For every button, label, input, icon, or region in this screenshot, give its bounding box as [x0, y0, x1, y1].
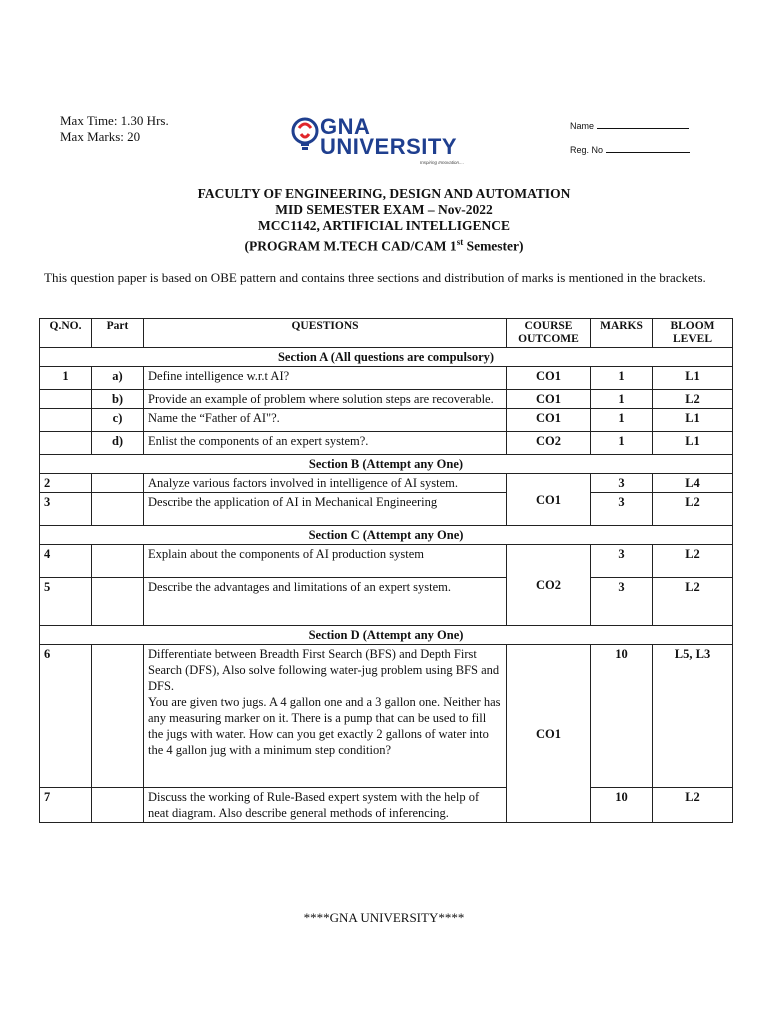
table-header-row [40, 319, 733, 348]
instructions: This question paper is based on OBE pattern and contains three sections and distribution of marks is mentioned in the brackets. [44, 270, 706, 285]
exam-heading [0, 186, 768, 255]
section-d-header: Section D (Attempt any One) [40, 626, 733, 645]
max-marks: Max Marks: 20 [60, 129, 141, 144]
header-course-outcome: COURSE OUTCOME [507, 319, 591, 348]
table-row: 2 Analyze various factors involved in intelligence of AI system. CO1 3 L4 [40, 474, 733, 493]
table-row: b) Provide an example of problem where solution steps are recoverable. CO1 1 L2 [40, 390, 733, 409]
footer: ****GNA UNIVERSITY**** [303, 910, 465, 925]
section-a-header: Section A (All questions are compulsory) [40, 348, 733, 367]
table-row: 6 Differentiate between Breadth First Search (BFS) and Depth First Search (DFS), Also solve following water-jug problem using BFS and DFS. You are given two jugs. A 4 gallon one and a 3 gallon one. Neither has any measuring marker on it. There is a pump that can be used to fill the jugs with water. How can you get exactly 2 gallons of water into the 4 gallon jug with a minimum step condition? CO1 10 L5, L3 [40, 645, 733, 788]
logo-bulb-icon [290, 116, 320, 156]
logo-tagline: Inspiring Innovation.... [420, 160, 465, 165]
section-b-header: Section B (Attempt any One) [40, 455, 733, 474]
header-marks: MARKS [591, 319, 653, 348]
name-line [597, 119, 689, 129]
table-row: 4 Explain about the components of AI production system CO2 3 L2 [40, 545, 733, 578]
question-table [39, 318, 733, 823]
table-row: c) Name the “Father of AI"?. CO1 1 L1 [40, 409, 733, 432]
header-qno: Q.NO. [40, 319, 92, 348]
exam-meta [60, 113, 169, 145]
header-bloom: BLOOM LEVEL [653, 319, 733, 348]
table-row: 1 a) Define intelligence w.r.t AI? CO1 1 L1 [40, 367, 733, 390]
university-logo [290, 112, 490, 172]
faculty-title: FACULTY OF ENGINEERING, DESIGN AND AUTOMATION [197, 186, 571, 201]
program-title: (PROGRAM M.TECH CAD/CAM 1st Semester) [244, 237, 524, 254]
table-row: d) Enlist the components of an expert system?. CO2 1 L1 [40, 432, 733, 455]
reg-field: Reg. No [570, 138, 690, 162]
course-title: MCC1142, ARTIFICIAL INTELLIGENCE [258, 218, 510, 233]
header-part: Part [92, 319, 144, 348]
logo-text-university: UNIVERSITY [320, 134, 458, 159]
table-row: 3 Describe the application of AI in Mechanical Engineering 3 L2 [40, 493, 733, 526]
section-c-header: Section C (Attempt any One) [40, 526, 733, 545]
table-row: 5 Describe the advantages and limitations of an expert system. 3 L2 [40, 578, 733, 626]
max-time: Max Time: 1.30 Hrs. [60, 113, 169, 128]
name-field: Name [570, 114, 690, 138]
exam-title: MID SEMESTER EXAM – Nov-2022 [275, 202, 493, 217]
reg-line [606, 143, 690, 153]
logo-text-gna: GNA [320, 114, 371, 139]
table-row: 7 Discuss the working of Rule-Based expert system with the help of neat diagram. Also describe general methods of inferencing. 10 L2 [40, 788, 733, 823]
header-questions: QUESTIONS [144, 319, 507, 348]
student-info [570, 114, 690, 162]
